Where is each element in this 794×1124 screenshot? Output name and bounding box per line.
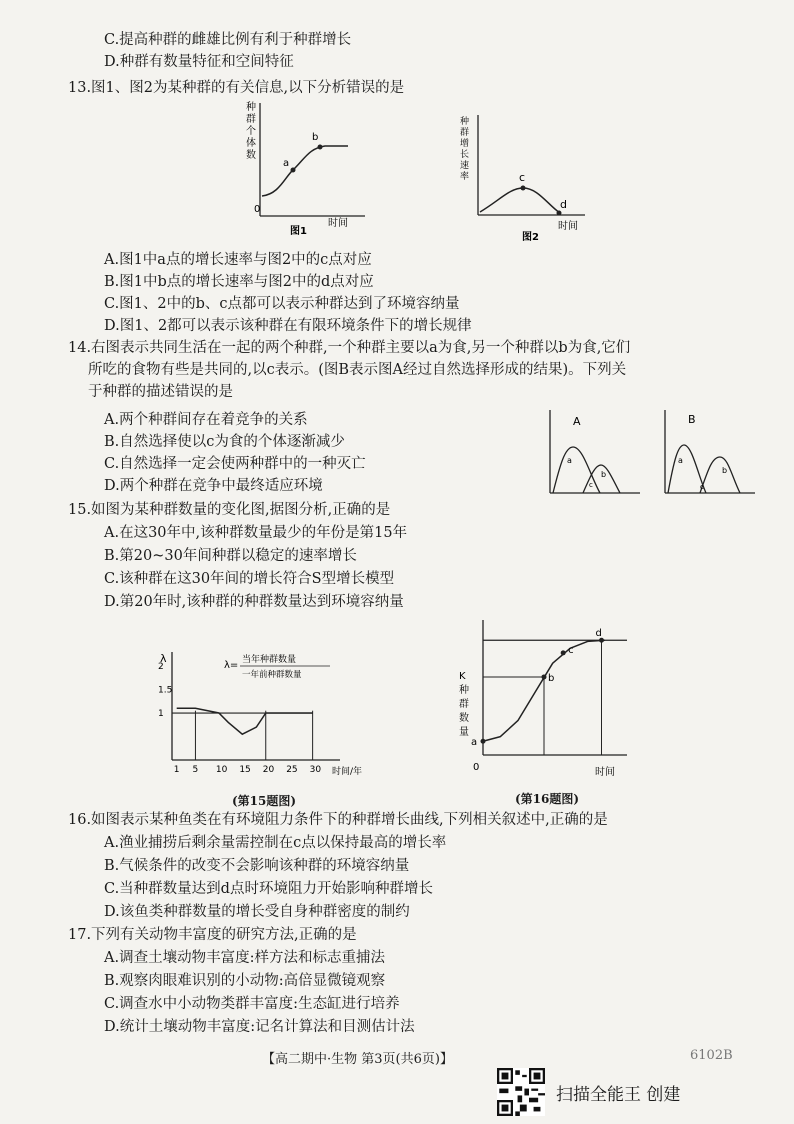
q17-stem: 17.下列有关动物丰富度的研究方法,正确的是 (68, 927, 357, 943)
fig2-caption: 图2 (522, 232, 539, 243)
q15-option-a: A.在这30年中,该种群数量最少的年份是第15年 (104, 525, 408, 541)
fig16-ylabel-1: 种 (459, 685, 469, 696)
q17-option-d: D.统计土壤动物丰富度:记名计算法和目测估计法 (104, 1019, 415, 1035)
figA-b: b (601, 470, 607, 479)
prev-option-d: D.种群有数量特征和空间特征 (104, 54, 294, 70)
fig1-label-a: a (283, 158, 290, 169)
fig15-ytick-0: 1 (158, 709, 164, 720)
scanner-watermark: 扫描全能王 创建 (556, 1085, 681, 1105)
q13-figure-2 (460, 110, 590, 245)
q14-stem-line-2: 所吃的食物有些是共同的,以c表示。(图B表示图A经过自然选择形成的结果)。下列关 (88, 362, 627, 378)
q13-stem: 13.图1、图2为某种群的有关信息,以下分析错误的是 (68, 80, 405, 96)
fig1-curve (262, 146, 348, 196)
fig16-point-b (542, 674, 547, 679)
fig15-ylabel: λ (160, 652, 167, 665)
q16-option-a: A.渔业捕捞后剩余量需控制在c点以保持最高的增长率 (104, 835, 447, 851)
fig15-xtick-4: 20 (262, 765, 275, 775)
fig16-label-d: d (595, 628, 602, 640)
page-footer: 【高二期中·生物 第3页(共6页)】 (262, 1052, 453, 1067)
fig1-ylabel-2: 群 (246, 114, 256, 125)
fig15-ytick-2: 2 (158, 662, 164, 673)
fig2-label-c: c (519, 171, 526, 184)
fig2-ylabel-5: 速 (460, 161, 470, 171)
fig16-ylabel-3: 数 (459, 713, 469, 724)
fig15-xtick-6: 30 (309, 765, 322, 775)
q16-option-d: D.该鱼类种群数量的增长受自身种群密度的制约 (104, 904, 410, 920)
fig16-origin: 0 (473, 762, 480, 773)
figA-a: a (567, 456, 572, 465)
q17-option-c: C.调查水中小动物类群丰富度:生态缸进行培养 (104, 996, 400, 1012)
fig1-point-b (318, 145, 323, 150)
fig16-point-c (561, 650, 566, 655)
q13-option-c: C.图1、2中的b、c点都可以表示种群达到了环境容纳量 (104, 296, 460, 312)
q15-option-d: D.第20年时,该种群的种群数量达到环境容纳量 (104, 594, 404, 610)
figA-curve-a (553, 447, 600, 493)
fig1-ylabel-5: 数 (246, 150, 256, 161)
prev-option-c: C.提高种群的雌雄比例有利于种群增长 (104, 32, 352, 48)
fig15-formula-lhs: λ= (224, 660, 239, 671)
q13-option-d: D.图1、2都可以表示该种群在有限环境条件下的增长规律 (104, 318, 472, 334)
q14-option-c: C.自然选择一定会使两种群中的一种灭亡 (104, 456, 366, 472)
fig1-caption: 图1 (290, 226, 307, 237)
fig15-xtick-1: 5 (192, 765, 199, 775)
paper-code: 6102B (690, 1048, 733, 1063)
q15-stem: 15.如图为某种群数量的变化图,据图分析,正确的是 (68, 502, 391, 518)
fig1-label-b: b (312, 132, 319, 143)
q14-figure-a (545, 405, 645, 500)
figB-curve-b (700, 457, 740, 493)
fig16-point-a (481, 739, 486, 744)
q13-option-a: A.图1中a点的增长速率与图2中的c点对应 (104, 252, 372, 268)
q17-option-b: B.观察肉眼难识别的小动物:高倍显微镜观察 (104, 973, 386, 989)
q14-stem-line-3: 于种群的描述错误的是 (88, 384, 233, 400)
q14-stem-line-1: 14.右图表示共同生活在一起的两个种群,一个种群主要以a为食,另一个种群以b为食,它们 (68, 340, 631, 356)
q15-lambda-chart (150, 640, 400, 785)
fig15-xtick-2: 10 (215, 765, 228, 775)
fig16-label-c: c (568, 644, 574, 656)
q16-option-c: C.当种群数量达到d点时环境阻力开始影响种群增长 (104, 881, 433, 897)
fig15-xtick-3: 15 (239, 765, 251, 775)
fig15-xtick-0: 1 (173, 765, 180, 775)
fig2-ylabel-6: 率 (460, 172, 470, 182)
q15-option-c: C.该种群在这30年间的增长符合S型增长模型 (104, 571, 395, 587)
fig16-k-label: K (459, 671, 466, 682)
q16-option-b: B.气候条件的改变不会影响该种群的环境容纳量 (104, 858, 410, 874)
figB-b: b (722, 466, 728, 475)
fig15-formula-den: 一年前种群数量 (242, 670, 302, 680)
fig1-ylabel-3: 个 (246, 126, 256, 137)
fig15-xtick-5: 25 (286, 765, 298, 775)
fig2-ylabel-3: 增 (460, 139, 470, 149)
fig15-xlabel: 时间/年 (332, 767, 363, 777)
fig15-formula-num: 当年种群数量 (242, 655, 297, 665)
fig1-ylabel-4: 体 (246, 138, 256, 149)
fig1-origin: 0 (254, 204, 261, 215)
fig15-ytick-1: 1.5 (158, 685, 173, 696)
fig2-ylabel-2: 群 (460, 128, 470, 138)
fig2-curve (480, 188, 560, 213)
fig2-xlabel: 时间 (558, 221, 578, 232)
qr-code-icon (497, 1068, 545, 1116)
fig16-ylabel-2: 群 (459, 699, 469, 710)
fig2-ylabel-1: 种 (460, 117, 470, 127)
fig2-ylabel-4: 长 (460, 150, 470, 160)
fig16-label-b: b (548, 672, 555, 684)
fig2-point-d (557, 211, 562, 216)
fig16-ylabel-4: 量 (459, 727, 469, 738)
fig1-ylabel-1: 种 (246, 102, 256, 113)
q13-option-b: B.图1中b点的增长速率与图2中的d点对应 (104, 274, 374, 290)
figB-c: c (700, 483, 704, 491)
q14-option-a: A.两个种群间存在着竞争的关系 (104, 412, 308, 428)
q16-growth-chart (455, 615, 635, 785)
fig15-series-line (177, 708, 313, 734)
q15-caption: (第15题图) (232, 794, 297, 808)
fig16-xlabel: 时间 (595, 767, 615, 778)
q17-option-a: A.调查土壤动物丰富度:样方法和标志重捕法 (104, 950, 385, 966)
fig1-xlabel: 时间 (328, 218, 348, 229)
figB-label: B (688, 413, 696, 426)
q14-option-b: B.自然选择使以c为食的个体逐渐减少 (104, 434, 345, 450)
figA-c: c (589, 481, 593, 489)
fig16-label-a: a (471, 737, 478, 749)
q15-option-b: B.第20~30年间种群以稳定的速率增长 (104, 548, 357, 564)
fig1-point-a (291, 168, 296, 173)
q13-figure-1 (240, 98, 370, 238)
q16-caption: (第16题图) (515, 792, 580, 806)
q14-figure-b (660, 405, 760, 500)
q14-option-d: D.两个种群在竞争中最终适应环境 (104, 478, 323, 494)
figB-a: a (678, 456, 683, 465)
q16-stem: 16.如图表示某种鱼类在有环境阻力条件下的种群增长曲线,下列相关叙述中,正确的是 (68, 812, 608, 828)
fig2-label-d: d (560, 198, 567, 211)
fig2-point-c (521, 186, 526, 191)
figA-label: A (573, 415, 581, 428)
